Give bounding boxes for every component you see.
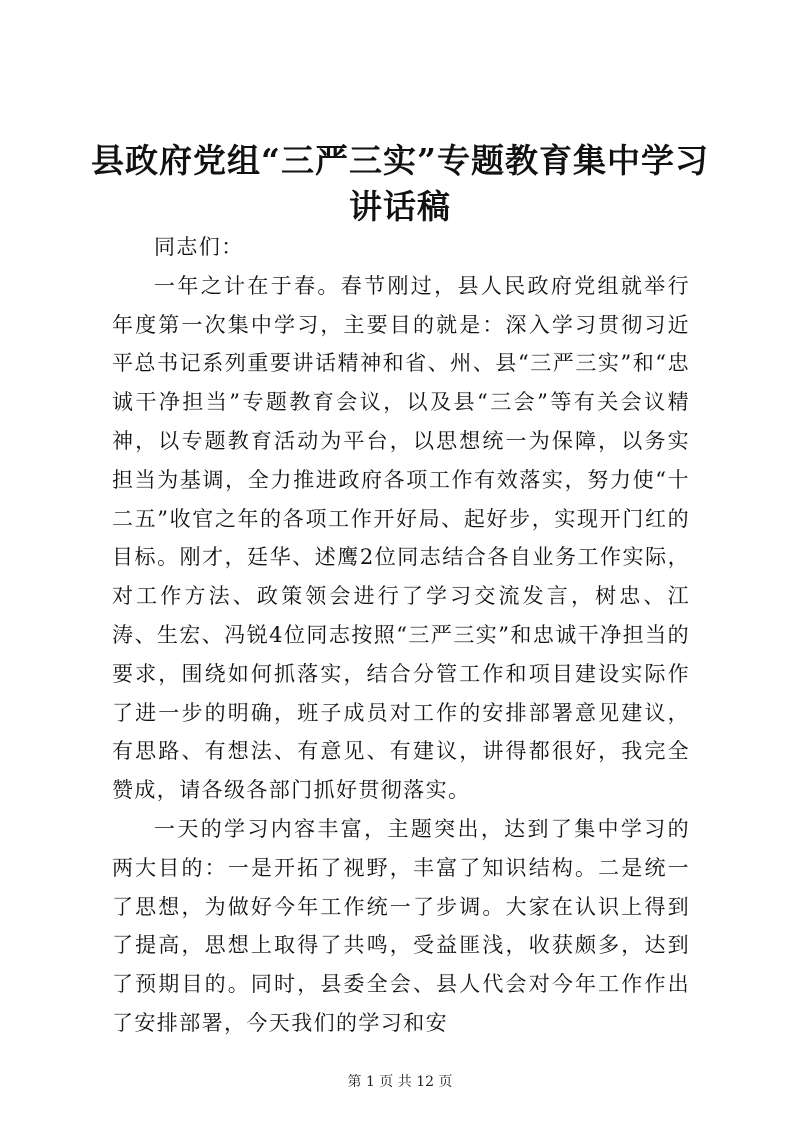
paragraph-1: 一年之计在于春。春节刚过，县人民政府党组就举行年度第一次集中学习，主要目的就是：深入学习贯彻习近平总书记系列重要讲话精神和省、州、县“三严三实”和“忠诚干净担当”专题教育会议，以及县“三会”等有关会议精神，以专题教育活动为平台，以思想统一为保障，以务实担当为基调，全力推进政府各项工作有效落实，努力使“十二五”收官之年的各项工作开好局、起好步，实现开门红的目标。刚才，廷华、述鹰2位同志结合各自业务工作实际，对工作方法、政策领会进行了学习交流发言，树忠、江涛、生宏、冯锐4位同志按照“三严三实”和忠诚干净担当的要求，围绕如何抓落实，结合分管工作和项目建设实际作了进一步的明确，班子成员对工作的安排部署意见建议，有思路、有想法、有意见、有建议，讲得都很好，我完全赞成，请各级各部门抓好贯彻落实。 [112, 273, 690, 803]
document-title: 县政府党组“三严三实”专题教育集中学习讲话稿 [91, 141, 709, 226]
page-footer: 第 1 页 共 12 页 [347, 1074, 453, 1090]
paragraph-2: 一天的学习内容丰富，主题突出，达到了集中学习的两大目的：一是开拓了视野，丰富了知识结构。二是统一了思想，为做好今年工作统一了步调。大家在认识上得到了提高，思想上取得了共鸣，受益匪浅，收获颇多，达到了预期目的。同时，县委全会、县人代会对今年工作作出了安排部署，今天我们的学习和安 [112, 816, 690, 1035]
document-body [112, 228, 690, 1043]
salutation: 同志们： [154, 235, 244, 259]
